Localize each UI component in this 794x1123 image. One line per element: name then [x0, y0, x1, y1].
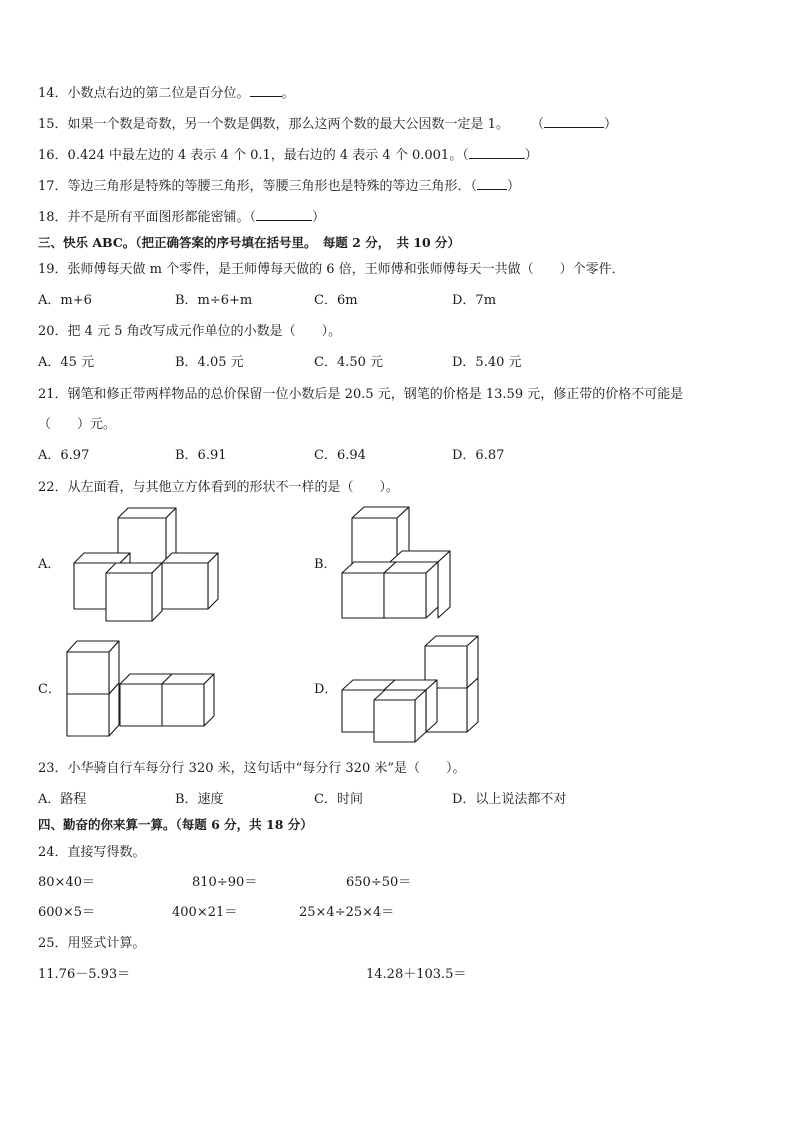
question-17-close: ） [507, 179, 521, 194]
option-d[interactable]: D．5.40 元 [452, 355, 522, 370]
question-15-open: （ [530, 117, 544, 132]
question-14-text: 14．小数点右边的第二位是百分位。 [38, 86, 250, 101]
figure-b-label[interactable]: B． [314, 557, 337, 572]
option-a[interactable]: A．路程 [38, 792, 87, 807]
calc-item: 14.28＋103.5＝ [366, 967, 467, 982]
option-b[interactable]: B．6.91 [175, 448, 227, 463]
answer-blank[interactable] [477, 177, 507, 190]
question-14-end: 。 [281, 86, 295, 101]
figure-a-label[interactable]: A． [38, 557, 61, 572]
option-b[interactable]: B．4.05 元 [175, 355, 244, 370]
option-d[interactable]: D．以上说法都不对 [452, 792, 567, 807]
question-18-close: ） [312, 210, 326, 225]
question-20-text: 20．把 4 元 5 角改写成元作单位的小数是（ ）。 [38, 324, 342, 339]
calc-item: 600×5＝ [38, 905, 95, 920]
figure-d-label[interactable]: D． [314, 682, 338, 697]
answer-blank[interactable] [544, 115, 604, 128]
cube-figure-c [60, 635, 225, 770]
question-17 [38, 177, 520, 196]
option-b[interactable]: B．速度 [175, 792, 224, 807]
calc-item: 650÷50＝ [346, 875, 412, 890]
question-18 [38, 208, 325, 227]
question-21-text-cont: （ ）元。 [38, 417, 117, 432]
cube-figure-d [335, 630, 485, 750]
option-d[interactable]: D．6.87 [452, 448, 505, 463]
question-18-text: 18．并不是所有平面图形都能密铺。（ [38, 210, 257, 225]
option-d[interactable]: D．7m [452, 293, 497, 308]
question-14 [38, 84, 295, 103]
calc-item: 11.76－5.93＝ [38, 967, 131, 982]
option-a[interactable]: A．6.97 [38, 448, 90, 463]
question-16-text: 16．0.424 中最左边的 4 表示 4 个 0.1，最右边的 4 表示 4 个 0.001。（ [38, 148, 469, 163]
question-17-text: 17．等边三角形是特殊的等腰三角形，等腰三角形也是特殊的等边三角形．（ [38, 179, 478, 194]
cube-figure-b [335, 500, 460, 625]
calc-item: 400×21＝ [172, 905, 238, 920]
question-25-text: 25．用竖式计算。 [38, 936, 146, 951]
section-4-heading: 四、勤奋的你来算一算。（每题 6 分，共 18 分） [38, 817, 313, 832]
question-19-text: 19．张师傅每天做 m 个零件，是王师傅每天做的 6 倍，王师傅和张师傅每天一共做（ ）个零件． [38, 262, 625, 277]
cube-figure-a [60, 500, 230, 625]
option-c[interactable]: C．时间 [314, 792, 363, 807]
question-24-text: 24．直接写得数。 [38, 845, 146, 860]
question-21-text: 21．钢笔和修正带两样物品的总价保留一位小数后是 20.5 元，钢笔的价格是 13.59 元，修正带的价格不可能是 [38, 387, 684, 402]
answer-blank[interactable] [256, 208, 312, 221]
answer-blank[interactable] [469, 146, 525, 159]
option-b[interactable]: B．m÷6+m [175, 293, 253, 308]
calc-item: 25×4÷25×4＝ [299, 905, 395, 920]
option-c[interactable]: C．6m [314, 293, 358, 308]
question-23-text: 23．小华骑自行车每分行 320 米，这句话中“每分行 320 米”是（ ）。 [38, 761, 466, 776]
option-c[interactable]: C．6.94 [314, 448, 366, 463]
question-15 [38, 115, 617, 134]
calc-item: 80×40＝ [38, 875, 95, 890]
option-c[interactable]: C．4.50 元 [314, 355, 384, 370]
section-3-heading: 三、快乐 ABC。（把正确答案的序号填在括号里。 每题 2 分， 共 10 分） [38, 235, 461, 250]
question-22-text: 22．从左面看，与其他立方体看到的形状不一样的是（ ）。 [38, 480, 400, 495]
question-16-close: ） [524, 148, 538, 163]
option-a[interactable]: A．45 元 [38, 355, 95, 370]
option-a[interactable]: A．m+6 [38, 293, 92, 308]
figure-c-label[interactable]: C． [38, 682, 61, 697]
question-15-close: ） [603, 117, 617, 132]
question-15-text: 15．如果一个数是奇数，另一个数是偶数，那么这两个数的最大公因数一定是 1。 [38, 117, 509, 132]
question-16 [38, 146, 538, 165]
calc-item: 810÷90＝ [192, 875, 258, 890]
answer-blank[interactable] [250, 84, 282, 97]
